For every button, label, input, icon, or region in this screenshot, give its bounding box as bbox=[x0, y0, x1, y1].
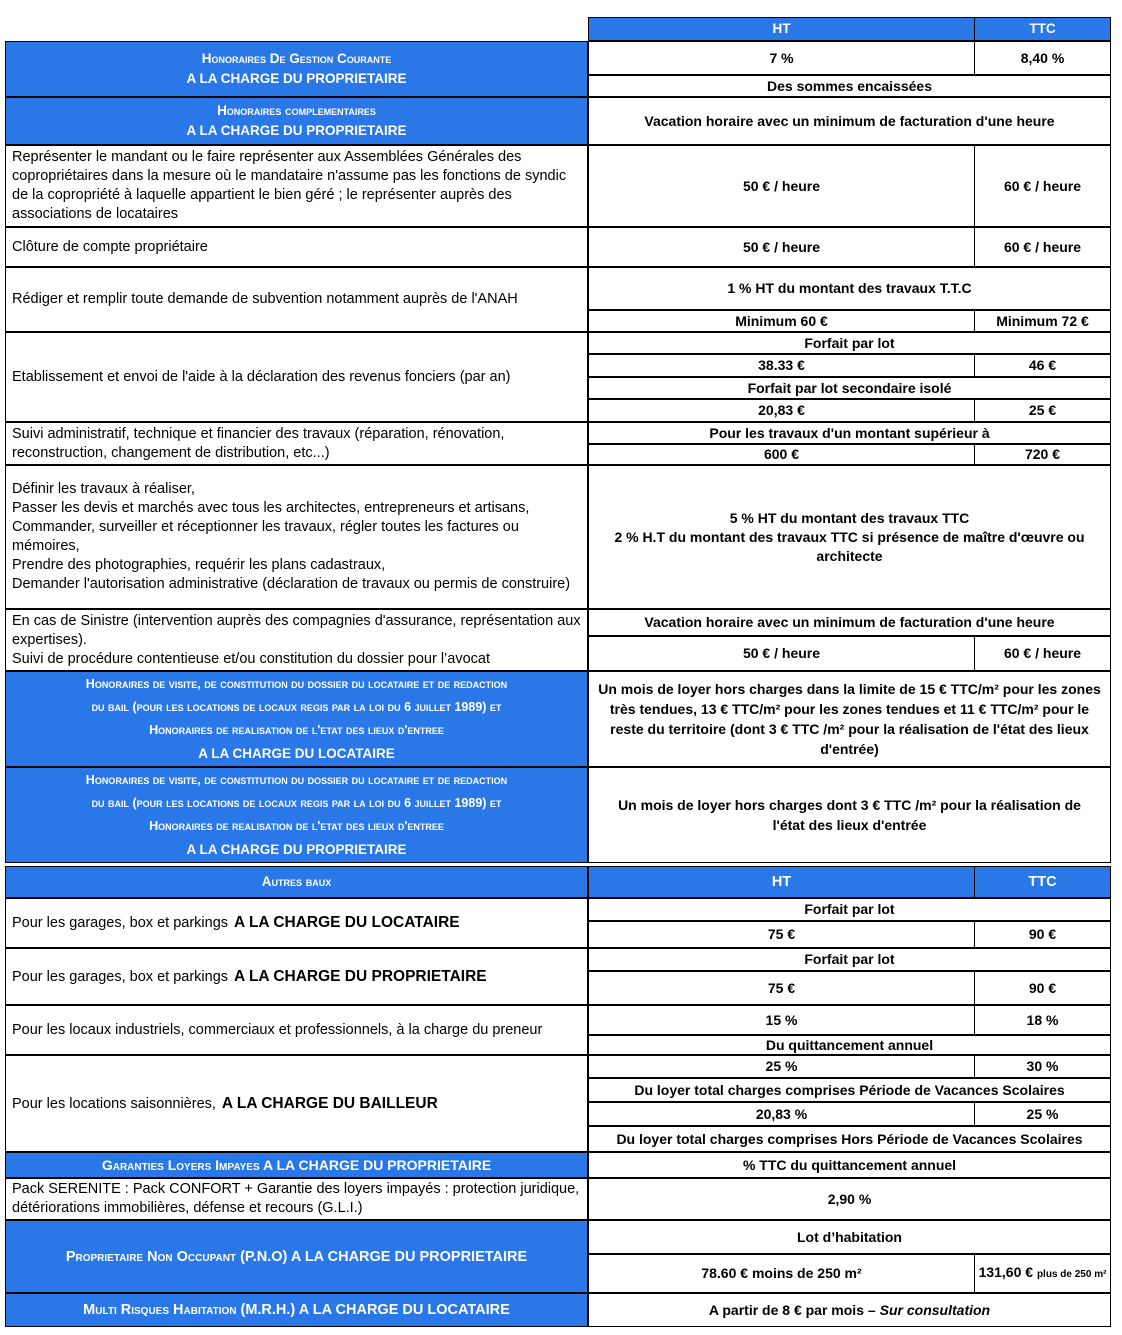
cloture-ht-text: 50 € / heure bbox=[742, 238, 821, 255]
sinistre-note bbox=[588, 609, 1111, 636]
subvention-label-text: Rédiger et remplir toute demande de subvention notamment auprès de l'ANAH bbox=[12, 291, 518, 307]
sinistre-label bbox=[5, 609, 588, 671]
visite-loc-value-text: Un mois de loyer hors charges dans la limite de 15 € TTC/m² pour les zones très tendues, 13 € TTC/m² pour les zones tendues et 11 € TTC/m² pour le reste du territoire (dont 3 € TTC /m² pour la réalisation de l'état des lieux d'entrée) bbox=[598, 681, 1101, 757]
representer-ttc-text: 60 € / heure bbox=[1003, 177, 1082, 194]
revenus-label bbox=[5, 332, 588, 422]
garage-locataire-ttc bbox=[974, 921, 1111, 948]
pno-ht bbox=[588, 1254, 975, 1293]
gli-label-sc: Garanties Loyers Impayes bbox=[101, 1157, 260, 1173]
complementaires-label-line1: Honoraires complementaires bbox=[217, 103, 376, 118]
garage-prop-label-text: Pour les garages, box et parkings bbox=[12, 968, 229, 985]
revenus-note2-text: Forfait par lot secondaire isolé bbox=[747, 379, 952, 396]
subvention-ht-text: Minimum 60 € bbox=[735, 312, 828, 329]
revenus-note1 bbox=[588, 332, 1111, 354]
revenus-ttc1-text: 46 € bbox=[1028, 357, 1057, 373]
garage-locataire-ht bbox=[588, 921, 975, 948]
sinistre-note-text: Vacation horaire avec un minimum de facturation d'une heure bbox=[644, 614, 1055, 630]
garage-prop-bold: A LA CHARGE DU PROPRIETAIRE bbox=[234, 967, 487, 985]
locaux-ttc bbox=[974, 1005, 1111, 1035]
revenus-ttc2-text: 25 € bbox=[1028, 402, 1057, 418]
autres-baux-label bbox=[5, 866, 588, 898]
autres-baux-ht-text: HT bbox=[771, 874, 792, 890]
representer-ttc bbox=[974, 145, 1111, 227]
definir-travaux-value bbox=[588, 465, 1111, 609]
definir-travaux-label bbox=[5, 465, 588, 609]
pno-note-text: Lot d’habitation bbox=[797, 1228, 902, 1245]
sinistre-line-1: En cas de Sinistre (intervention auprès des compagnies d'assurance, représentation aux expertises). bbox=[12, 612, 581, 648]
representer-label bbox=[5, 145, 588, 227]
gestion-label-line2: A LA CHARGE DU PROPRIETAIRE bbox=[186, 71, 407, 86]
pack-serenite-value-text: 2,90 % bbox=[827, 1190, 872, 1207]
gli-note bbox=[588, 1152, 1111, 1178]
definir-line-3: Commander, surveiller et réceptionner les travaux, régler toutes les factures ou mémoires, bbox=[12, 519, 519, 554]
definir-line-1: Définir les travaux à réaliser, bbox=[12, 481, 195, 497]
visite-prop-line-3: Honoraires de realisation de l'etat des lieux d'entree bbox=[149, 819, 444, 833]
visite-loc-line-3: Honoraires de realisation de l'etat des lieux d'entree bbox=[149, 723, 444, 737]
revenus-ht1 bbox=[588, 354, 975, 377]
gestion-ttc-text: 8,40 % bbox=[1020, 49, 1065, 66]
visite-prop-value-text: Un mois de loyer hors charges dont 3 € TTC /m² pour la réalisation de l'état des lieux d'entrée bbox=[618, 797, 1081, 833]
autres-baux-ttc bbox=[974, 866, 1111, 898]
visite-prop-line-1: Honoraires de visite, de constitution du dossier du locataire et de redaction bbox=[85, 773, 508, 787]
suivi-ht-text: 600 € bbox=[763, 446, 800, 462]
revenus-note1-text: Forfait par lot bbox=[804, 334, 895, 351]
garage-prop-ht-text: 75 € bbox=[767, 979, 796, 996]
sinistre-ttc bbox=[974, 636, 1111, 671]
saison-ht2-text: 20,83 % bbox=[755, 1105, 808, 1122]
header-ht-text: HT bbox=[772, 21, 791, 36]
suivi-ttc-text: 720 € bbox=[1024, 446, 1061, 462]
locaux-ht-text: 15 % bbox=[765, 1011, 798, 1028]
revenus-ht2 bbox=[588, 399, 975, 422]
subvention-note bbox=[588, 267, 1111, 310]
pno-note bbox=[588, 1220, 1111, 1254]
saison-ttc2-text: 25 % bbox=[1026, 1105, 1059, 1122]
pack-serenite-label bbox=[5, 1178, 588, 1220]
pack-serenite-value bbox=[588, 1178, 1111, 1220]
visite-loc-line-4: A LA CHARGE DU LOCATAIRE bbox=[198, 746, 395, 761]
saison-note2 bbox=[588, 1126, 1111, 1152]
pno-label-sc: Proprietaire Non Occupant (P.N.O) bbox=[65, 1248, 288, 1265]
garage-proprietaire-ttc bbox=[974, 971, 1111, 1005]
representer-label-text: Représenter le mandant ou le faire représenter aux Assemblées Générales des copropriétaires dans la mesure où le mandataire n'assume pas les fonctions de syndic de la copropriété à laquelle appartient le bien géré ; le représenter auprès des associations de locataires bbox=[12, 149, 567, 222]
saison-note2-text: Du loyer total charges comprises Hors Période de Vacances Scolaires bbox=[616, 1130, 1083, 1147]
suivi-ht bbox=[588, 444, 975, 465]
locaux-label bbox=[5, 1005, 588, 1055]
locaux-note-text: Du quittancement annuel bbox=[765, 1036, 934, 1053]
mrh-label-sc: Multi Risques Habitation (M.R.H.) bbox=[83, 1302, 296, 1318]
representer-ht bbox=[588, 145, 975, 227]
revenus-note2 bbox=[588, 377, 1111, 399]
gestion-courante-label bbox=[5, 41, 588, 97]
garage-prop-note-text: Forfait par lot bbox=[804, 951, 895, 967]
saisonnieres-label bbox=[5, 1055, 588, 1152]
suivi-label-text: Suivi administratif, technique et financier des travaux (réparation, rénovation, reconstruction, changement de distribution, etc...) bbox=[12, 425, 505, 461]
visite-proprietaire-label bbox=[5, 767, 588, 863]
subvention-ttc bbox=[974, 310, 1111, 332]
complementaires-note bbox=[588, 97, 1111, 145]
saison-ht1-text: 25 % bbox=[765, 1058, 798, 1074]
visite-locataire-value bbox=[588, 671, 1111, 767]
suivi-note-text: Pour les travaux d'un montant supérieur à bbox=[709, 424, 990, 441]
representer-ht-text: 50 € / heure bbox=[742, 177, 821, 194]
header-ht bbox=[588, 17, 975, 41]
mrh-value bbox=[588, 1293, 1111, 1327]
header-ttc bbox=[974, 17, 1111, 41]
saison-ht1 bbox=[588, 1055, 975, 1078]
pack-serenite-text: Pack SERENITE : Pack CONFORT + Garantie des loyers impayés : protection juridique, détériorations immobilières, défense et recours (G.L.I.) bbox=[12, 1181, 580, 1216]
suivi-ttc bbox=[974, 444, 1111, 465]
sinistre-line-2: Suivi de procédure contentieuse et/ou constitution du dossier pour l’avocat bbox=[12, 650, 490, 667]
revenus-ttc1 bbox=[974, 354, 1111, 377]
visite-proprietaire-value bbox=[588, 767, 1111, 863]
gestion-note-text: Des sommes encaissées bbox=[767, 77, 932, 94]
cloture-ht bbox=[588, 227, 975, 267]
pno-ht-text: 78.60 € moins de 250 m² bbox=[701, 1265, 862, 1281]
saison-note1-text: Du loyer total charges comprises Période de Vacances Scolaires bbox=[634, 1081, 1065, 1098]
pno-ttc-small: plus de 250 m² bbox=[1036, 1269, 1107, 1280]
pno-ttc bbox=[974, 1254, 1111, 1293]
pno-ttc-main: 131,60 € bbox=[978, 1264, 1034, 1280]
definir-value-line1: 5 % HT du montant des travaux TTC bbox=[729, 509, 970, 526]
locaux-note bbox=[588, 1035, 1111, 1055]
gli-note-text: % TTC du quittancement annuel bbox=[742, 1156, 957, 1173]
subvention-note-text: 1 % HT du montant des travaux T.T.C bbox=[727, 280, 972, 296]
saison-ttc2 bbox=[974, 1102, 1111, 1126]
saison-bold: A LA CHARGE DU BAILLEUR bbox=[221, 1094, 438, 1112]
subvention-ht bbox=[588, 310, 975, 332]
gli-label bbox=[5, 1152, 588, 1178]
gestion-note bbox=[588, 75, 1111, 97]
gli-label-rest: A LA CHARGE DU PROPRIETAIRE bbox=[263, 1157, 492, 1173]
mrh-label-rest: A LA CHARGE DU LOCATAIRE bbox=[298, 1302, 510, 1318]
definir-line-4: Prendre des photographies, requérir les plans cadastraux, bbox=[12, 557, 386, 573]
garage-loc-bold: A LA CHARGE DU LOCATAIRE bbox=[234, 914, 460, 931]
mrh-value-italic: Sur consultation bbox=[879, 1301, 991, 1318]
revenus-ttc2 bbox=[974, 399, 1111, 422]
header-ttc-text: TTC bbox=[1029, 21, 1056, 36]
suivi-label bbox=[5, 422, 588, 465]
garage-proprietaire-label bbox=[5, 948, 588, 1005]
locaux-label-text: Pour les locaux industriels, commerciaux et professionnels, à la charge du preneur bbox=[12, 1021, 543, 1038]
garage-proprietaire-note bbox=[588, 948, 1111, 971]
garage-prop-ttc-text: 90 € bbox=[1028, 979, 1057, 996]
mrh-value-main: A partir de 8 € par mois – bbox=[708, 1301, 876, 1318]
locaux-ht bbox=[588, 1005, 975, 1035]
saison-note1 bbox=[588, 1078, 1111, 1102]
pno-label-rest: A LA CHARGE DU PROPRIETAIRE bbox=[290, 1248, 528, 1265]
saison-ttc1 bbox=[974, 1055, 1111, 1078]
definir-line-2: Passer les devis et marchés avec tous les architectes, entrepreneurs et artisans, bbox=[12, 500, 530, 516]
garage-loc-ttc-text: 90 € bbox=[1028, 926, 1057, 942]
garage-loc-note-text: Forfait par lot bbox=[804, 901, 895, 917]
gestion-ttc bbox=[974, 41, 1111, 75]
saison-ht2 bbox=[588, 1102, 975, 1126]
locaux-ttc-text: 18 % bbox=[1026, 1011, 1059, 1028]
garage-locataire-note bbox=[588, 898, 1111, 921]
gestion-label-line1: Honoraires De Gestion Courante bbox=[201, 51, 392, 66]
cloture-label bbox=[5, 227, 588, 267]
autres-baux-label-text: Autres baux bbox=[261, 874, 332, 889]
revenus-ht1-text: 38.33 € bbox=[758, 357, 805, 373]
sinistre-ttc-text: 60 € / heure bbox=[1003, 645, 1082, 661]
gestion-ht-text: 7 % bbox=[769, 49, 794, 66]
visite-locataire-label bbox=[5, 671, 588, 767]
cloture-ttc bbox=[974, 227, 1111, 267]
autres-baux-ttc-text: TTC bbox=[1028, 874, 1057, 890]
garage-proprietaire-ht bbox=[588, 971, 975, 1005]
revenus-label-text: Etablissement et envoi de l'aide à la déclaration des revenus fonciers (par an) bbox=[12, 368, 511, 385]
revenus-ht2-text: 20,83 € bbox=[758, 402, 805, 418]
sinistre-ht-text: 50 € / heure bbox=[742, 645, 821, 661]
definir-line-5: Demander l'autorisation administrative (déclaration de travaux ou permis de construire) bbox=[12, 576, 571, 592]
complementaires-label-line2: A LA CHARGE DU PROPRIETAIRE bbox=[186, 123, 407, 138]
pno-label bbox=[5, 1220, 588, 1293]
garage-loc-ht-text: 75 € bbox=[767, 926, 796, 942]
saison-ttc1-text: 30 % bbox=[1026, 1058, 1059, 1074]
visite-prop-line-2: du bail (pour les locations de locaux regis par la loi du 6 juillet 1989) et bbox=[91, 796, 502, 810]
visite-loc-line-2: du bail (pour les locations de locaux regis par la loi du 6 juillet 1989) et bbox=[91, 700, 502, 714]
mrh-label bbox=[5, 1293, 588, 1327]
autres-baux-ht bbox=[588, 866, 975, 898]
suivi-note bbox=[588, 422, 1111, 444]
subvention-ttc-text: Minimum 72 € bbox=[996, 312, 1089, 329]
complementaires-note-text: Vacation horaire avec un minimum de facturation d'une heure bbox=[644, 112, 1055, 129]
visite-prop-line-4: A LA CHARGE DU PROPRIETAIRE bbox=[186, 842, 407, 857]
definir-value-line2: 2 % H.T du montant des travaux TTC si présence de maître d'œuvre ou architecte bbox=[614, 528, 1085, 564]
subvention-label bbox=[5, 267, 588, 332]
cloture-label-text: Clôture de compte propriétaire bbox=[12, 238, 208, 255]
sinistre-ht bbox=[588, 636, 975, 671]
visite-loc-line-1: Honoraires de visite, de constitution du dossier du locataire et de redaction bbox=[85, 677, 508, 691]
complementaires-label bbox=[5, 97, 588, 145]
saison-label-text: Pour les locations saisonnières, bbox=[12, 1095, 216, 1112]
garage-loc-label-text: Pour les garages, box et parkings bbox=[12, 915, 229, 931]
garage-locataire-label bbox=[5, 898, 588, 948]
gestion-ht bbox=[588, 41, 975, 75]
cloture-ttc-text: 60 € / heure bbox=[1003, 238, 1082, 255]
